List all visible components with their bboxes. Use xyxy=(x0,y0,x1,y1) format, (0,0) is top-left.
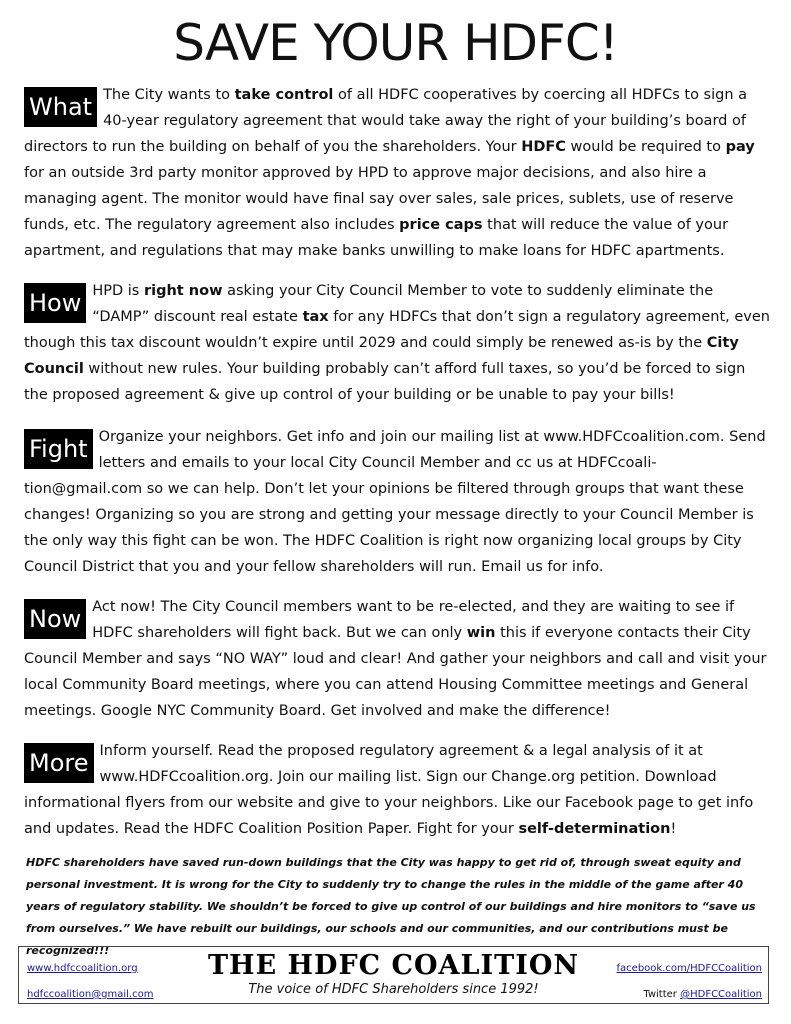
emphasis-text: HDFC xyxy=(521,139,566,155)
body-text: would be required to xyxy=(565,139,726,155)
section-tag: What xyxy=(24,87,97,127)
section-more xyxy=(24,738,772,842)
section-body xyxy=(24,594,772,724)
organization-tagline: The voice of HDFC Shareholders since 1992! xyxy=(248,982,539,997)
emphasis-text: tax xyxy=(302,309,329,325)
section-body xyxy=(24,424,772,580)
section-what xyxy=(24,82,772,264)
section-now xyxy=(24,594,772,724)
facebook-link[interactable]: facebook.com/HDFCCoalition xyxy=(616,963,762,974)
emphasis-text: price caps xyxy=(399,217,483,233)
body-text: Organize your neighbors. Get info and join our mailing list at www.HDFCcoalition.com. Send letters and emails to your local City Council Member and cc us at HDFCcoali-tion@gmail.com so we can help. Don’t let your opinions be filtered through groups that want these changes! Organizing so you are strong and getting your message directly to your Council Member is the only way this fight can be won. The HDFC Coalition is right now organizing local groups by City Council District that you and your fellow shareholders will run. Email us for info. xyxy=(24,429,766,575)
emphasis-text: City Council xyxy=(24,335,739,377)
body-text: this if everyone contacts their City Council Member and says “NO WAY” loud and clear! And gather your neighbors and call and visit your local Community Board meetings, where you can attend Housing Committee meetings and General meetings. Google NYC Community Board. Get involved and make the difference! xyxy=(24,625,767,719)
body-text: HPD is xyxy=(92,283,144,299)
body-text: The City wants to xyxy=(103,87,235,103)
body-text: Inform yourself. Read the proposed regulatory agreement & a legal analysis of it at www.HDFCcoalition.org. Join our mailing list. Sign our Change.org petition. Download informational flyers from our website and give to your neighbors. Like our Facebook page to get info and updates. Read the HDFC Coalition Position Paper. Fight for your xyxy=(24,743,754,837)
section-tag: Fight xyxy=(24,429,93,469)
twitter-handle xyxy=(643,989,762,1000)
section-tag: How xyxy=(24,283,86,323)
website-link[interactable]: www.hdfccoalition.org xyxy=(27,963,138,974)
section-fight xyxy=(24,424,772,580)
body-text: asking your City Council Member to vote to suddenly eliminate the “DAMP” discount real estate xyxy=(92,283,714,325)
body-text: for any HDFCs that don’t sign a regulatory agreement, even though this tax discount wouldn’t expire until 2029 and could simply be renewed as-is by the xyxy=(24,309,770,351)
emphasis-text: pay xyxy=(725,139,755,155)
section-body xyxy=(24,82,772,264)
section-tag: More xyxy=(24,743,94,783)
emphasis-text: self-determination xyxy=(518,821,671,837)
emphasis-text: right now xyxy=(143,283,223,299)
closing-statement: HDFC shareholders have saved run-down buildings that the City was happy to get rid of, through sweat equity and personal investment. It is wrong for the City to suddenly try to change the rules in the middle of the game after 40 years of regulatory stability. We shouldn’t be forced to give up control of our buildings and hire monitors to “save us from ourselves.” We have rebuilt our buildings, our schools and our communities, and our contributions must be recognized!!! xyxy=(26,856,756,957)
section-tag: Now xyxy=(24,599,86,639)
body-text: for an outside 3rd party monitor approved by HPD to approve major decisions, and also hire a managing agent. The monitor would have final say over sales, sale prices, sublets, use of reserve funds, etc. The regulatory agreement also includes xyxy=(24,165,734,233)
emphasis-text: take control xyxy=(234,87,334,103)
body-text: Act now! The City Council members want to be re-elected, and they are waiting to see if HDFC shareholders will fight back. But we can only xyxy=(92,599,735,641)
page-title: SAVE YOUR HDFC! xyxy=(173,14,618,72)
body-text: that will reduce the value of your apartment, and regulations that may make banks unwilling to make loans for HDFC apartments. xyxy=(24,217,729,259)
twitter-link[interactable]: @HDFCCoalition xyxy=(680,989,762,1000)
body-text: without new rules. Your building probably can’t afford full taxes, so you’d be forced to sign the proposed agreement & give up control of your building or be unable to pay your bills! xyxy=(24,361,746,403)
body-text: ! xyxy=(670,821,677,837)
footer-box xyxy=(18,946,769,1004)
section-body xyxy=(24,278,772,408)
twitter-prefix: Twitter xyxy=(643,989,681,1000)
section-body xyxy=(24,738,772,842)
organization-name: THE HDFC COALITION xyxy=(207,950,580,981)
section-how xyxy=(24,278,772,408)
body-text: of all HDFC cooperatives by coercing all HDFCs to sign a 40-year regulatory agreement that would take away the right of your building’s board of directors to run the building on behalf of you the shareholders. Your xyxy=(24,87,748,155)
emphasis-text: win xyxy=(466,625,496,641)
email-link[interactable]: hdfccoalition@gmail.com xyxy=(27,989,154,1000)
